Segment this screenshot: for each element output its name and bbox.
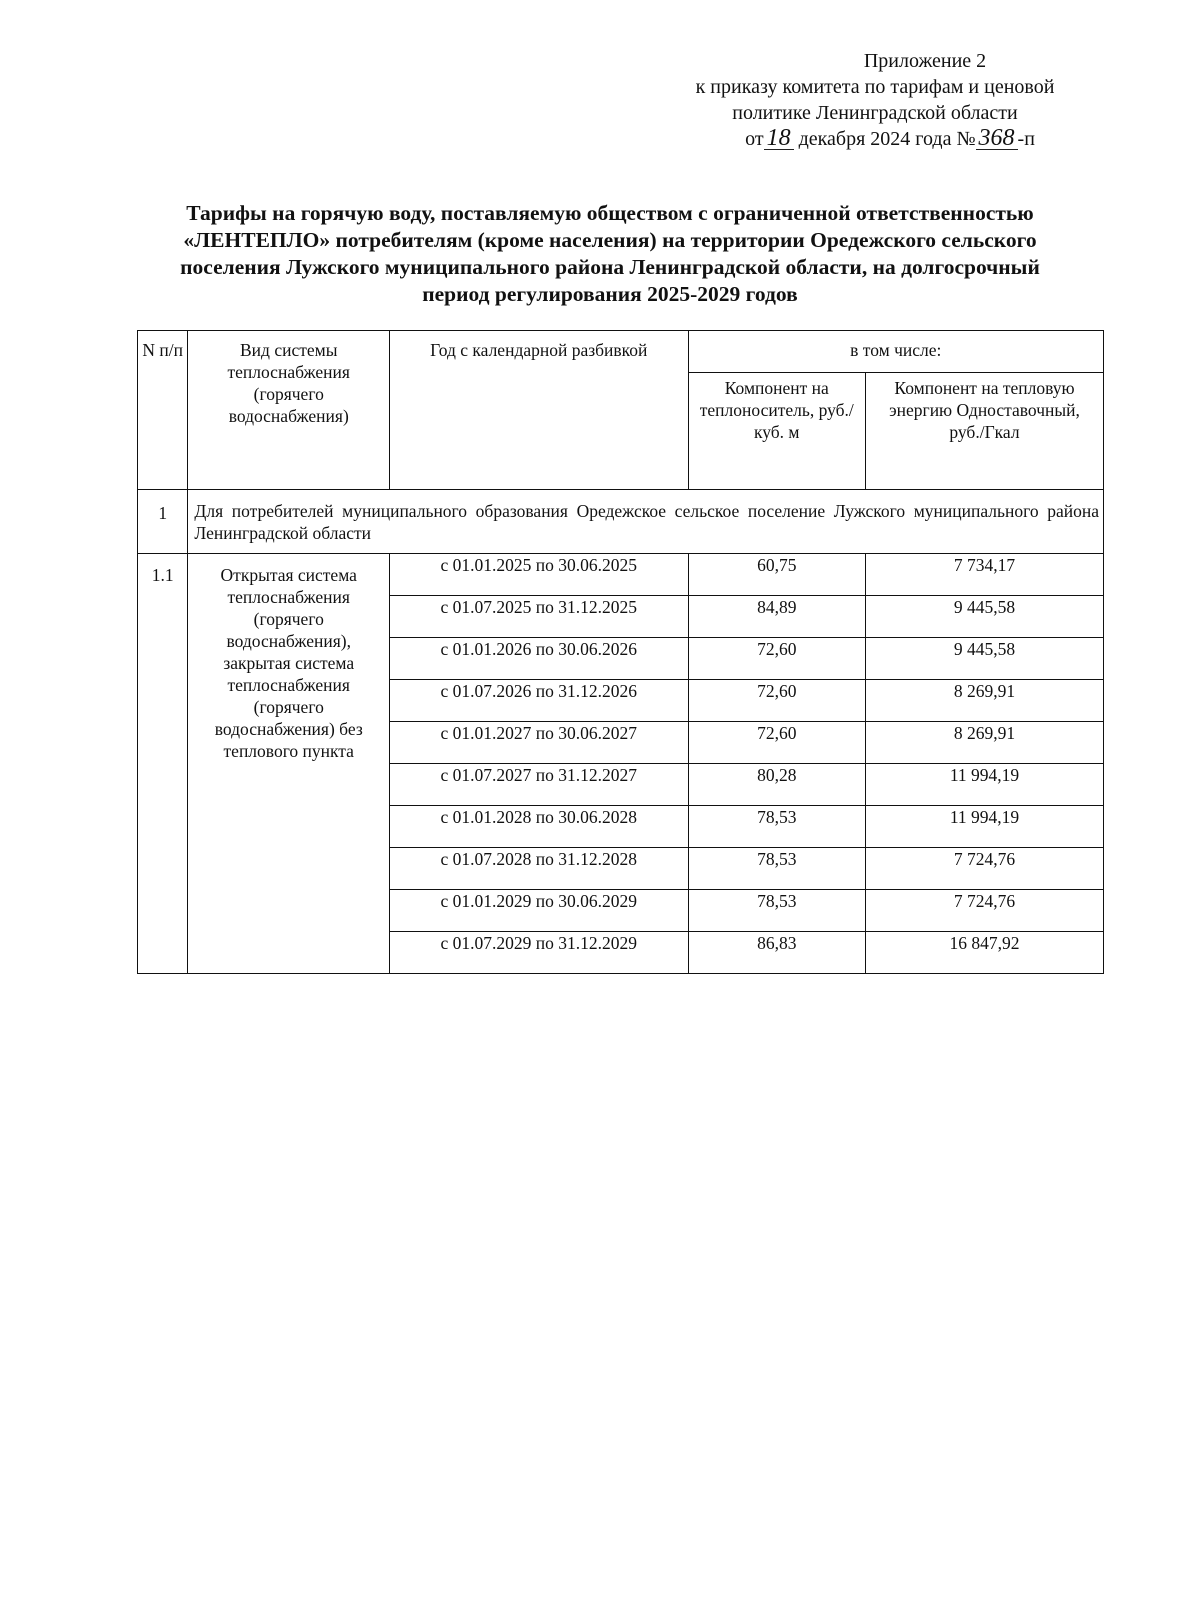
header-num: N п/п xyxy=(138,331,188,490)
energy-tariff-cell: 9 445,58 xyxy=(866,638,1104,680)
header-including: в том числе: xyxy=(688,331,1103,373)
period-cell: с 01.01.2025 по 30.06.2025 xyxy=(390,554,688,596)
period-cell: с 01.07.2029 по 31.12.2029 xyxy=(390,932,688,974)
section-system-type: Открытая система теплоснабжения (горячего водоснабжения), закрытая система теплоснабжения (горячего водоснабжения) без теплового пункта xyxy=(188,554,390,974)
group-row xyxy=(138,490,1104,554)
table-header-row xyxy=(138,331,1104,373)
carrier-tariff-cell: 78,53 xyxy=(688,848,865,890)
energy-tariff-cell: 9 445,58 xyxy=(866,596,1104,638)
carrier-tariff-cell: 72,60 xyxy=(688,722,865,764)
title-line-2: «ЛЕНТЕПЛО» потребителям (кроме населения) на территории Оредежского сельского xyxy=(183,228,1037,252)
carrier-tariff-cell: 78,53 xyxy=(688,890,865,932)
table-row xyxy=(138,554,1104,596)
order-suffix: -п xyxy=(1017,128,1035,150)
carrier-tariff-cell: 80,28 xyxy=(688,764,865,806)
energy-tariff-cell: 8 269,91 xyxy=(866,722,1104,764)
energy-tariff-cell: 11 994,19 xyxy=(866,764,1104,806)
energy-tariff-cell: 7 734,17 xyxy=(866,554,1104,596)
carrier-tariff-cell: 84,89 xyxy=(688,596,865,638)
energy-tariff-cell: 7 724,76 xyxy=(866,848,1104,890)
title-line-1: Тарифы на горячую воду, поставляемую обществом с ограниченной ответственностью xyxy=(186,201,1034,225)
header-system-type: Вид системы теплоснабжения (горячего водоснабжения) xyxy=(188,331,390,490)
carrier-tariff-cell: 60,75 xyxy=(688,554,865,596)
period-cell: с 01.01.2029 по 30.06.2029 xyxy=(390,890,688,932)
document-title xyxy=(120,200,1100,308)
period-cell: с 01.07.2025 по 31.12.2025 xyxy=(390,596,688,638)
appendix-committee: политике Ленинградской области xyxy=(732,102,1018,124)
period-cell: с 01.01.2028 по 30.06.2028 xyxy=(390,806,688,848)
energy-tariff-cell: 8 269,91 xyxy=(866,680,1104,722)
period-cell: с 01.01.2026 по 30.06.2026 xyxy=(390,638,688,680)
carrier-tariff-cell: 78,53 xyxy=(688,806,865,848)
date-prefix: от xyxy=(745,128,764,150)
header-period: Год с календарной разбивкой xyxy=(390,331,688,490)
tariff-table xyxy=(137,330,1104,974)
carrier-tariff-cell: 72,60 xyxy=(688,638,865,680)
title-line-3: поселения Лужского муниципального района Ленинградской области, на долгосрочный xyxy=(180,255,1040,279)
period-cell: с 01.07.2027 по 31.12.2027 xyxy=(390,764,688,806)
energy-tariff-cell: 11 994,19 xyxy=(866,806,1104,848)
date-rest: декабря 2024 года № xyxy=(798,128,976,150)
appendix-order-ref: к приказу комитета по тарифам и ценовой xyxy=(695,76,1055,98)
section-num: 1.1 xyxy=(138,554,188,974)
group-num: 1 xyxy=(138,490,188,554)
title-line-4: период регулирования 2025-2029 годов xyxy=(422,282,798,306)
energy-tariff-cell: 7 724,76 xyxy=(866,890,1104,932)
appendix-date-line xyxy=(640,126,1110,152)
energy-tariff-cell: 16 847,92 xyxy=(866,932,1104,974)
table-body xyxy=(138,490,1104,974)
handwritten-day: 18 xyxy=(764,127,794,150)
carrier-tariff-cell: 72,60 xyxy=(688,680,865,722)
period-cell: с 01.01.2027 по 30.06.2027 xyxy=(390,722,688,764)
header-component-carrier: Компонент на теплоноситель, руб./куб. м xyxy=(688,373,865,490)
header-component-energy: Компонент на тепловую энергию Одноставочный, руб./Гкал xyxy=(866,373,1104,490)
carrier-tariff-cell: 86,83 xyxy=(688,932,865,974)
group-description: Для потребителей муниципального образования Оредежское сельское поселение Лужского муниципального района Ленинградской области xyxy=(188,490,1104,554)
period-cell: с 01.07.2026 по 31.12.2026 xyxy=(390,680,688,722)
period-cell: с 01.07.2028 по 31.12.2028 xyxy=(390,848,688,890)
appendix-header xyxy=(640,48,1110,152)
appendix-number: Приложение 2 xyxy=(863,50,987,72)
handwritten-order-number: 368 xyxy=(976,127,1018,150)
